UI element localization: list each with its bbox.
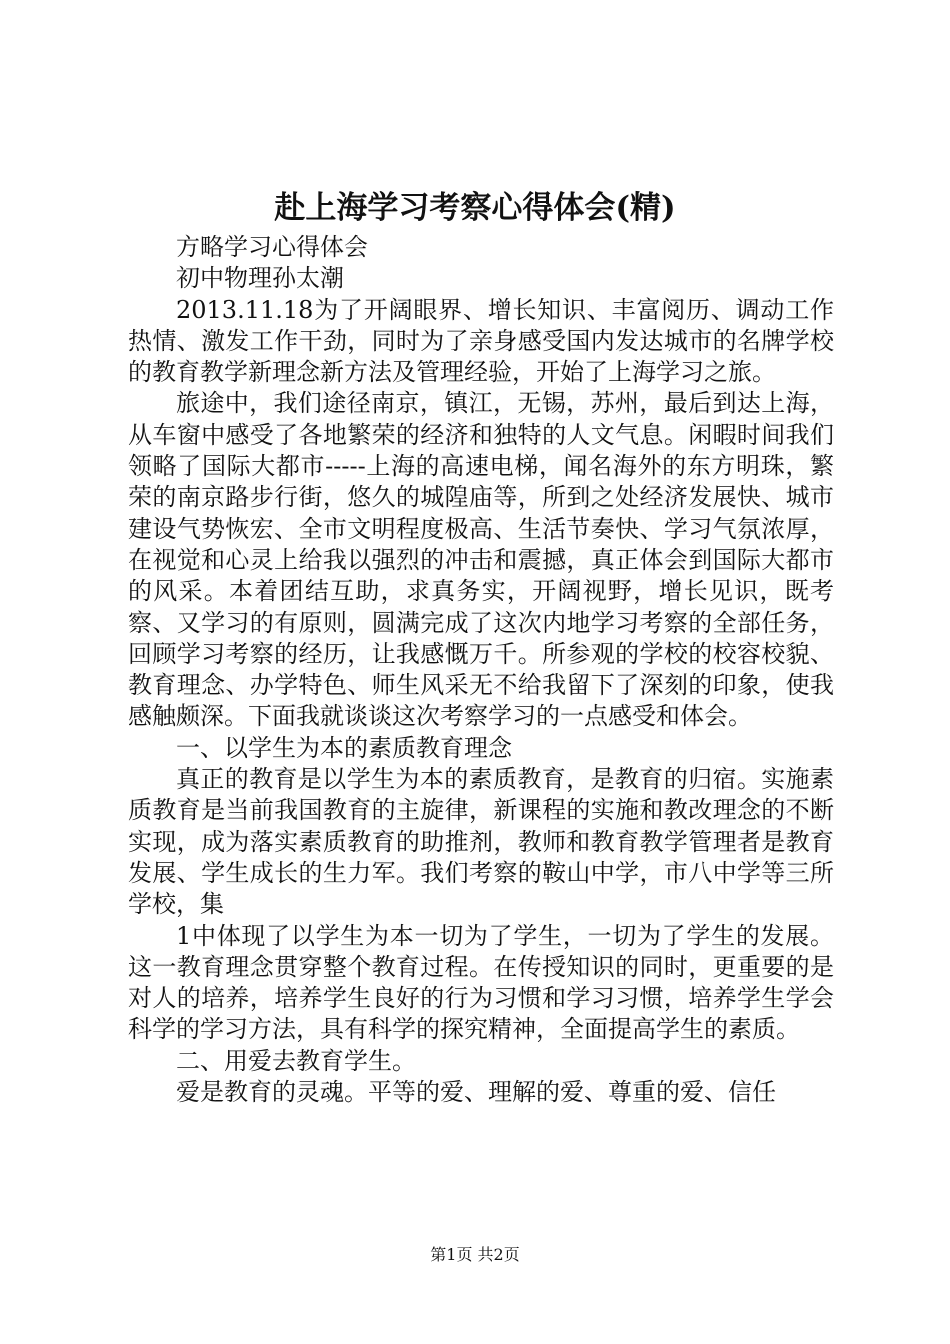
section-heading-1: 一、以学生为本的素质教育理念 bbox=[176, 733, 512, 762]
document-title: 赴上海学习考察心得体会(精) bbox=[274, 190, 676, 226]
section-heading-2: 二、用爱去教育学生。 bbox=[176, 1046, 416, 1075]
paragraph-section-1-cont: 1中体现了以学生为本一切为了学生，一切为了学生的发展。这一教育理念贯穿整个教育过程。在传授知识的同时，更重要的是对人的培养，培养学生良好的行为习惯和学习习惯，培养学生学会科学的学习方法，具有科学的探究精神，全面提高学生的素质。 bbox=[128, 921, 834, 1044]
paragraph-intro: 2013.11.18为了开阔眼界、增长知识、丰富阅历、调动工作热情、激发工作干劲，同时为了亲身感受国内发达城市的名牌学校的教育教学新理念新方法及管理经验，开始了上海学习之旅。 bbox=[128, 295, 834, 387]
paragraph-section-2: 爱是教育的灵魂。平等的爱、理解的爱、尊重的爱、信任 bbox=[176, 1078, 776, 1107]
paragraph-subtitle: 方略学习心得体会 bbox=[176, 233, 368, 261]
paragraph-journey: 旅途中，我们途径南京，镇江，无锡，苏州，最后到达上海，从车窗中感受了各地繁荣的经济和独特的人文气息。闲暇时间我们领略了国际大都市-----上海的高速电梯，闻名海外的东方明珠，繁荣的南京路步行街，悠久的城隍庙等，所到之处经济发展快、城市建设气势恢宏、全市文明程度极高、生活节奏快、学习气氛浓厚，在视觉和心灵上给我以强烈的冲击和震撼，真正体会到国际大都市的风采。本着团结互助，求真务实，开阔视野，增长见识，既考察、又学习的有原则，圆满完成了这次内地学习考察的全部任务，回顾学习考察的经历，让我感慨万千。所参观的学校的校容校貌、教育理念、办学特色、师生风采无不给我留下了深刻的印象，使我感触颇深。下面我就谈谈这次考察学习的一点感受和体会。 bbox=[128, 389, 834, 731]
paragraph-section-1: 真正的教育是以学生为本的素质教育，是教育的归宿。实施素质教育是当前我国教育的主旋律，新课程的实施和教改理念的不断实现，成为落实素质教育的助推剂，教师和教育教学管理者是教育发展、学生成长的生力军。我们考察的鞍山中学，市八中学等三所学校，集 bbox=[128, 765, 834, 919]
document-body bbox=[128, 232, 834, 1108]
paragraph-author: 初中物理孙太潮 bbox=[176, 264, 344, 293]
page-footer: 第1页 共2页 bbox=[430, 1245, 520, 1264]
